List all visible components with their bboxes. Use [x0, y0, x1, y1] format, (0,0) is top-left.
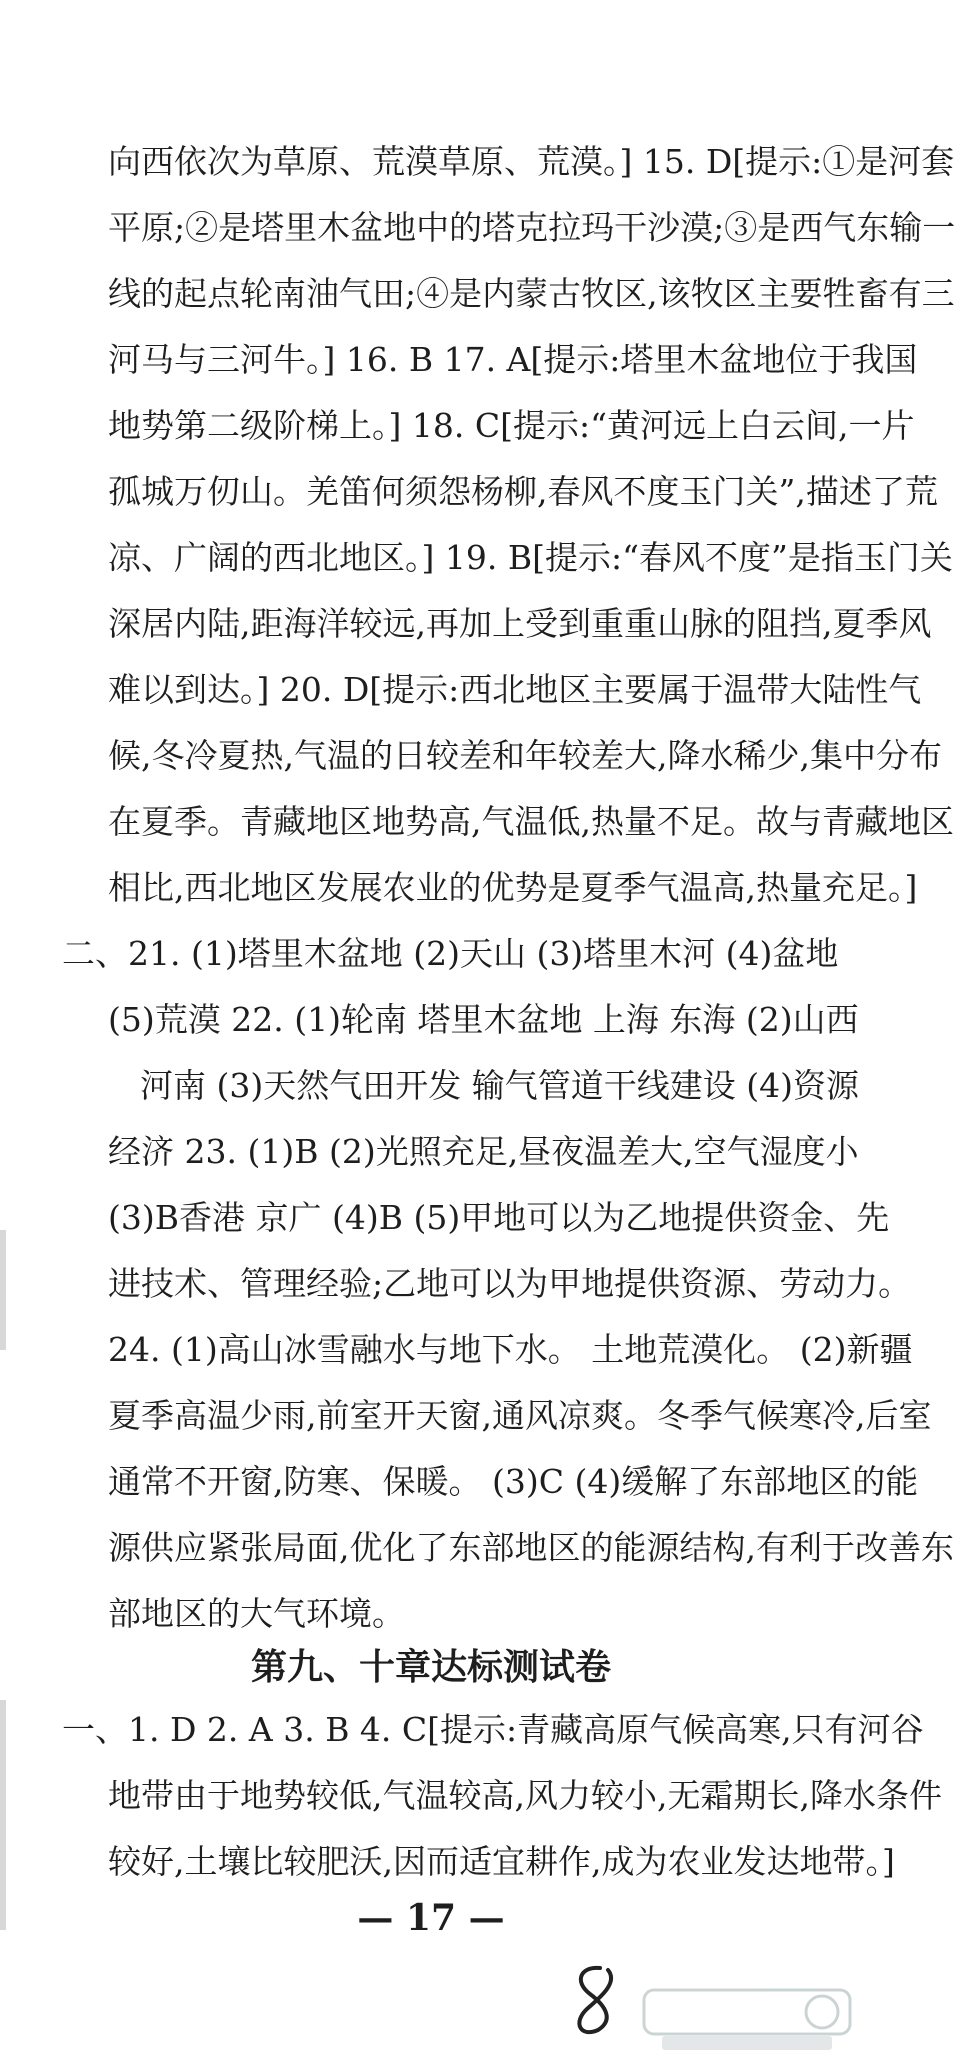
text-line: 候,冬冷夏热,气温的日较差和年较差大,降水稀少,集中分布	[108, 736, 942, 775]
text-line: 通常不开窗,防寒、保暖。 (3)C (4)缓解了东部地区的能	[108, 1462, 919, 1501]
handwritten-mark	[560, 1960, 630, 2040]
text-line: 源供应紧张局面,优化了东部地区的能源结构,有利于改善东	[108, 1528, 954, 1567]
text-line: 河南 (3)天然气田开发 输气管道干线建设 (4)资源	[140, 1066, 859, 1105]
text-line: 向西依次为草原、荒漠草原、荒漠。] 15. D[提示:①是河套	[108, 142, 955, 181]
text-line: 地势第二级阶梯上。] 18. C[提示:“黄河远上白云间,一片	[108, 406, 915, 445]
text-line: 河马与三河牛。] 16. B 17. A[提示:塔里木盆地位于我国	[108, 340, 918, 379]
text-line: 在夏季。青藏地区地势高,气温低,热量不足。故与青藏地区	[108, 802, 954, 841]
text-line: 二、21. (1)塔里木盆地 (2)天山 (3)塔里木河 (4)盆地	[62, 934, 839, 973]
section-title: 第九、十章达标测试卷	[250, 1647, 611, 1688]
page-number: — 17 —	[357, 1897, 505, 1939]
text-line: 平原;②是塔里木盆地中的塔克拉玛干沙漠;③是西气东输一	[108, 208, 955, 247]
text-line: 部地区的大气环境。	[108, 1594, 405, 1633]
text-line: 经济 23. (1)B (2)光照充足,昼夜温差大,空气湿度小	[108, 1132, 859, 1171]
text-line: 凉、广阔的西北地区。] 19. B[提示:“春风不度”是指玉门关	[108, 538, 953, 577]
text-line: 较好,土壤比较肥沃,因而适宜耕作,成为农业发达地带。]	[108, 1842, 895, 1881]
text-line: 地带由于地势较低,气温较高,风力较小,无霜期长,降水条件	[108, 1776, 942, 1815]
text-line: 孤城万仞山。羌笛何须怨杨柳,春风不度玉门关”,描述了荒	[108, 472, 938, 511]
text-line: (3)B香港 京广 (4)B (5)甲地可以为乙地提供资金、先	[108, 1198, 890, 1237]
text-line: 相比,西北地区发展农业的优势是夏季气温高,热量充足。]	[108, 868, 918, 907]
text-line: 24. (1)高山冰雪融水与地下水。 土地荒漠化。 (2)新疆	[108, 1330, 913, 1369]
text-line: 难以到达。] 20. D[提示:西北地区主要属于温带大陆性气	[108, 670, 922, 709]
text-line: (5)荒漠 22. (1)轮南 塔里木盆地 上海 东海 (2)山西	[108, 1000, 859, 1039]
scan-edge-mark	[0, 1230, 6, 1350]
text-line: 深居内陆,距海洋较远,再加上受到重重山脉的阻挡,夏季风	[108, 604, 932, 643]
text-line: 线的起点轮南油气田;④是内蒙古牧区,该牧区主要牲畜有三	[108, 274, 955, 313]
text-line: 一、1. D 2. A 3. B 4. C[提示:青藏高原气候高寒,只有河谷	[62, 1710, 924, 1749]
text-line: 进技术、管理经验;乙地可以为甲地提供资源、劳动力。	[108, 1264, 912, 1303]
text-line: 夏季高温少雨,前室开天窗,通风凉爽。冬季气候寒冷,后室	[108, 1396, 932, 1435]
watermark-logo	[642, 1986, 852, 2056]
